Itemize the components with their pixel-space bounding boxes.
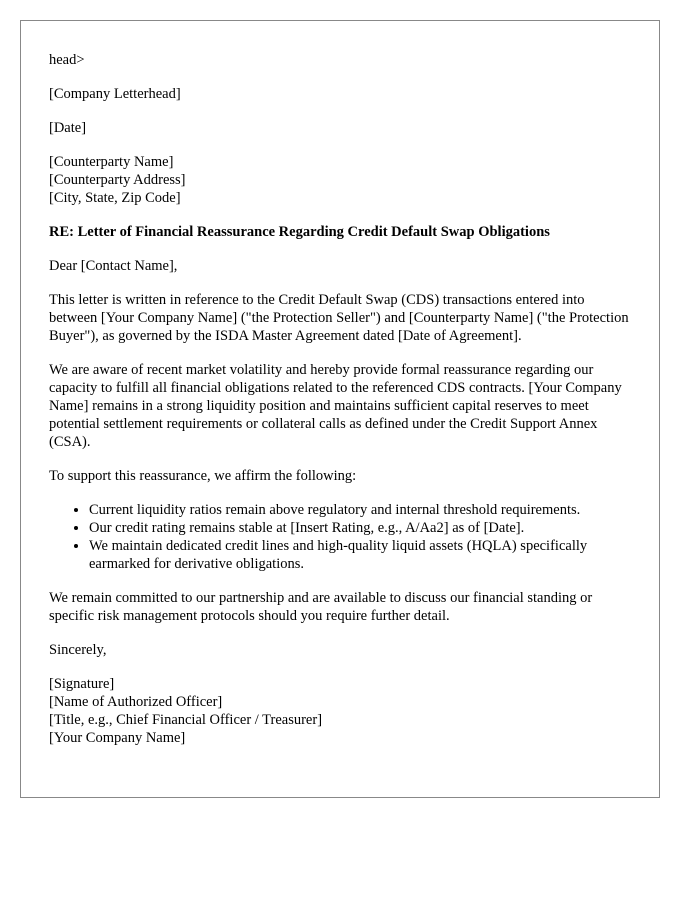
recipient-address: [Counterparty Address]	[49, 172, 186, 188]
letter-date: [Date]	[49, 120, 87, 136]
salutation: Dear [Contact Name],	[49, 258, 178, 274]
signature-block	[49, 675, 631, 747]
officer-title: [Title, e.g., Chief Financial Officer / Treasurer]	[49, 712, 323, 728]
affirmation-list	[49, 501, 631, 573]
company-letterhead: [Company Letterhead]	[49, 86, 181, 102]
affirmation-item: • We maintain dedicated credit lines and high-quality liquid assets (HQLA) specifically earmarked for derivative obligations.	[89, 537, 631, 573]
recipient-city-state-zip: [City, State, Zip Code]	[49, 190, 181, 206]
recipient-address-block	[49, 153, 631, 207]
recipient-name: [Counterparty Name]	[49, 154, 174, 170]
affirmation-item: • Current liquidity ratios remain above regulatory and internal threshold requirements.	[89, 501, 631, 519]
letter-container	[20, 20, 660, 798]
stray-head-text: head>	[49, 52, 85, 68]
officer-name: [Name of Authorized Officer]	[49, 694, 223, 710]
affirmation-item: • Our credit rating remains stable at [Insert Rating, e.g., A/Aa2] as of [Date].	[89, 519, 631, 537]
body-paragraph-3: To support this reassurance, we affirm the following:	[49, 468, 357, 484]
closing: Sincerely,	[49, 642, 107, 658]
sender-company-name: [Your Company Name]	[49, 730, 186, 746]
signature-placeholder: [Signature]	[49, 676, 115, 692]
body-paragraph-2: We are aware of recent market volatility and hereby provide formal reassurance regarding our capacity to fulfill all financial obligations related to the referenced CDS contracts. [Your Company Name] remains in a strong liquidity position and maintains sufficient capital reserves to meet potential settlement requirements or collateral calls as defined under the Credit Support Annex (CSA).	[49, 362, 622, 450]
body-paragraph-1: This letter is written in reference to the Credit Default Swap (CDS) transactions entered into between [Your Company Name] ("the Protection Seller") and [Counterparty Name] ("the Protection Buyer"), as governed by the ISDA Master Agreement dated [Date of Agreement].	[49, 292, 629, 344]
subject-line: RE: Letter of Financial Reassurance Regarding Credit Default Swap Obligations	[49, 224, 550, 240]
body-paragraph-4: We remain committed to our partnership and are available to discuss our financial standing or specific risk management protocols should you require further detail.	[49, 590, 593, 624]
